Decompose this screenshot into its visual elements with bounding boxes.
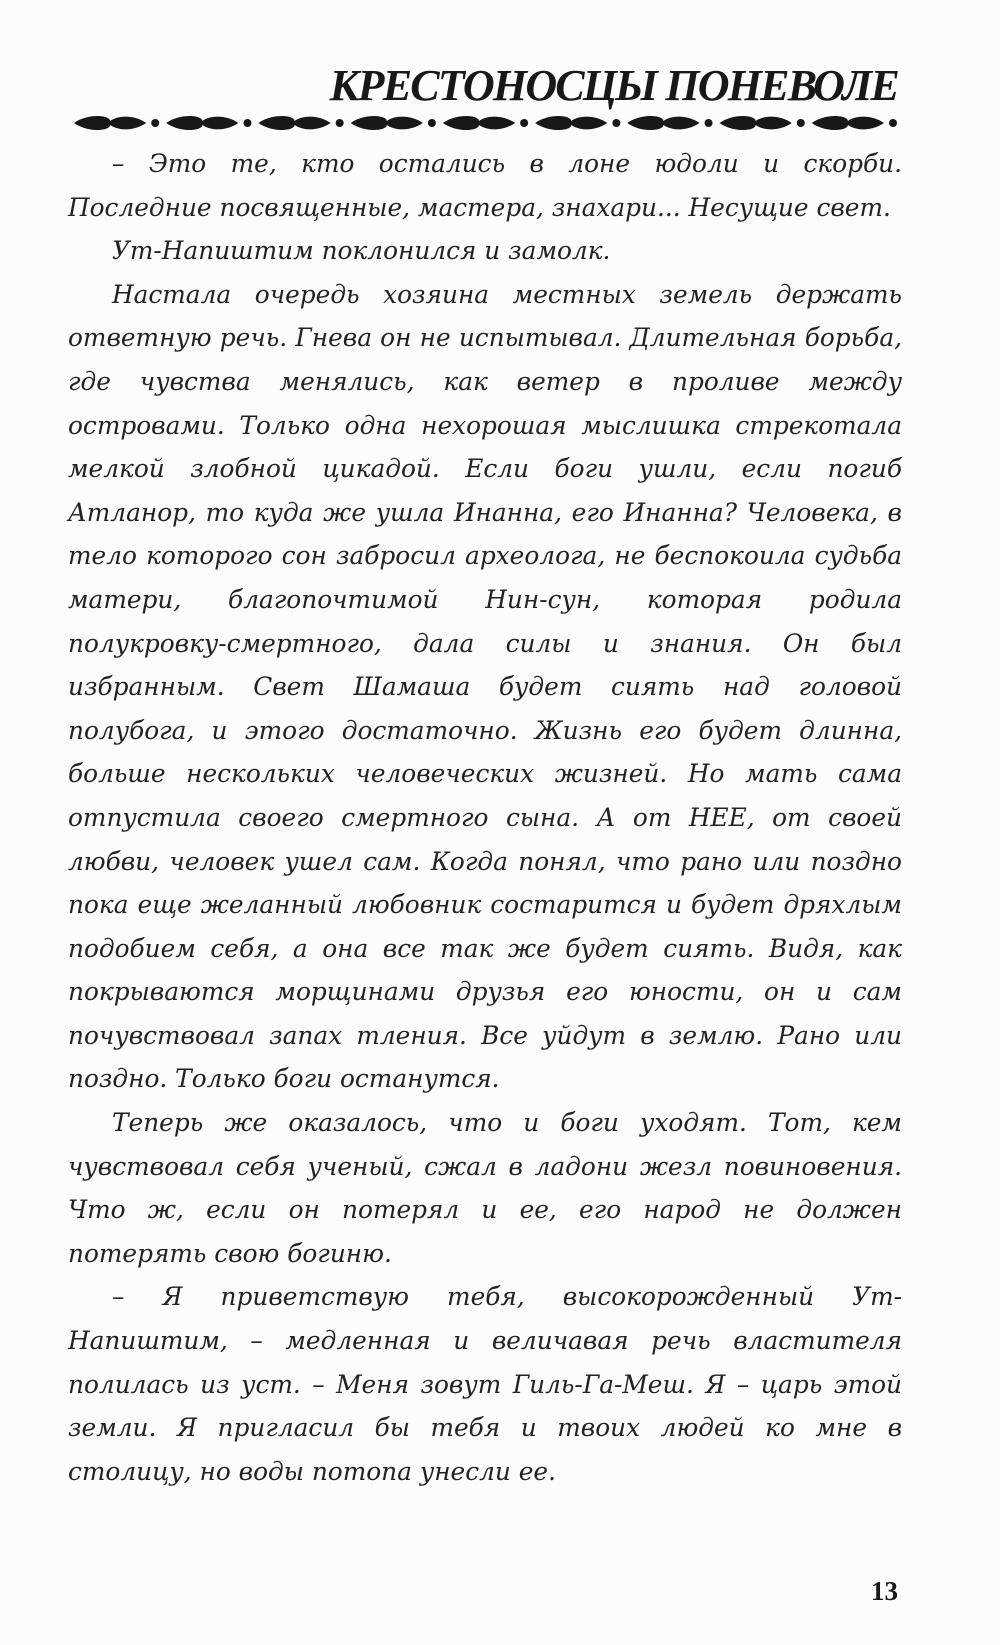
running-title: КРЕСТОНОСЦЫ ПОНЕВОЛЕ xyxy=(329,61,898,110)
ornament-leaf xyxy=(627,116,699,130)
paragraph: Теперь же оказалось, что и боги уходят. Тот, кем чувствовал себя ученый, сжал в ладони жезл повиновения. Что ж, если он потерял и ее, его народ не должен потерять свою богиню. xyxy=(68,1108,902,1268)
ornament-dot xyxy=(243,119,251,127)
ornament-leaf xyxy=(166,116,238,130)
ornament-leaf xyxy=(351,116,423,130)
ornament-leaf xyxy=(812,116,884,130)
paragraph: – Это те, кто остались в лоне юдоли и скорби. Последние посвященные, мастера, знахари... Несущие свет. xyxy=(68,149,902,222)
paragraph: – Я приветствую тебя, высокорожденный Ут-Напиштим, – медленная и величавая речь властителя полилась из уст. – Меня зовут Гиль-Га-Меш. Я – царь этой земли. Я пригласил бы тебя и твоих людей ко мне в столицу, но воды потопа унесли ее. xyxy=(68,1282,902,1486)
ornament-dot xyxy=(889,119,897,127)
ornament-leaf xyxy=(258,116,330,130)
ornament-dot xyxy=(705,119,713,127)
ornament-leaf xyxy=(443,116,515,130)
page-number: 13 xyxy=(871,1576,898,1606)
ornament-dot xyxy=(336,119,344,127)
paragraph: Ут-Напиштим поклонился и замолк. xyxy=(112,236,611,266)
ornament-dot xyxy=(428,119,436,127)
ornament-dot xyxy=(797,119,805,127)
paragraph: Настала очередь хозяина местных земель держать ответную речь. Гнева он не испытывал. Длительная борьба, где чувства менялись, как ветер в проливе между островами. Только одна нехорошая мыслишка стрекотала мелкой злобной цикадой. Если боги ушли, если погиб Атланор, то куда же ушла Инанна, его Инанна? Человека, в тело которого сон забросил археолога, не беспокоила судьба матери, благопочтимой Нин-сун, которая родила полукровку-смертного, дала силы и знания. Он был избранным. Свет Шамаша будет сиять над головой полубога, и этого достаточно. Жизнь его будет длинна, больше нескольких человеческих жизней. Но мать сама отпустила своего смертного сына. А от НЕЕ, от своей любви, человек ушел сам. Когда понял, что рано или поздно пока еще желанный любовник состарится и будет дряхлым подобием себя, а она все так же будет сиять. Видя, как покрываются морщинами друзья его юности, он и сам почувствовал запах тления. Все уйдут в землю. Рано или поздно. Только боги останутся. xyxy=(68,279,902,1094)
text-body xyxy=(68,142,902,1493)
ornament-leaf xyxy=(74,116,146,130)
ornament-dot xyxy=(612,119,620,127)
ornament-leaf xyxy=(720,116,792,130)
ornament-leaf xyxy=(535,116,607,130)
decorative-ornament-rule xyxy=(70,112,900,134)
ornament-dot xyxy=(520,119,528,127)
ornament-dot xyxy=(151,119,159,127)
